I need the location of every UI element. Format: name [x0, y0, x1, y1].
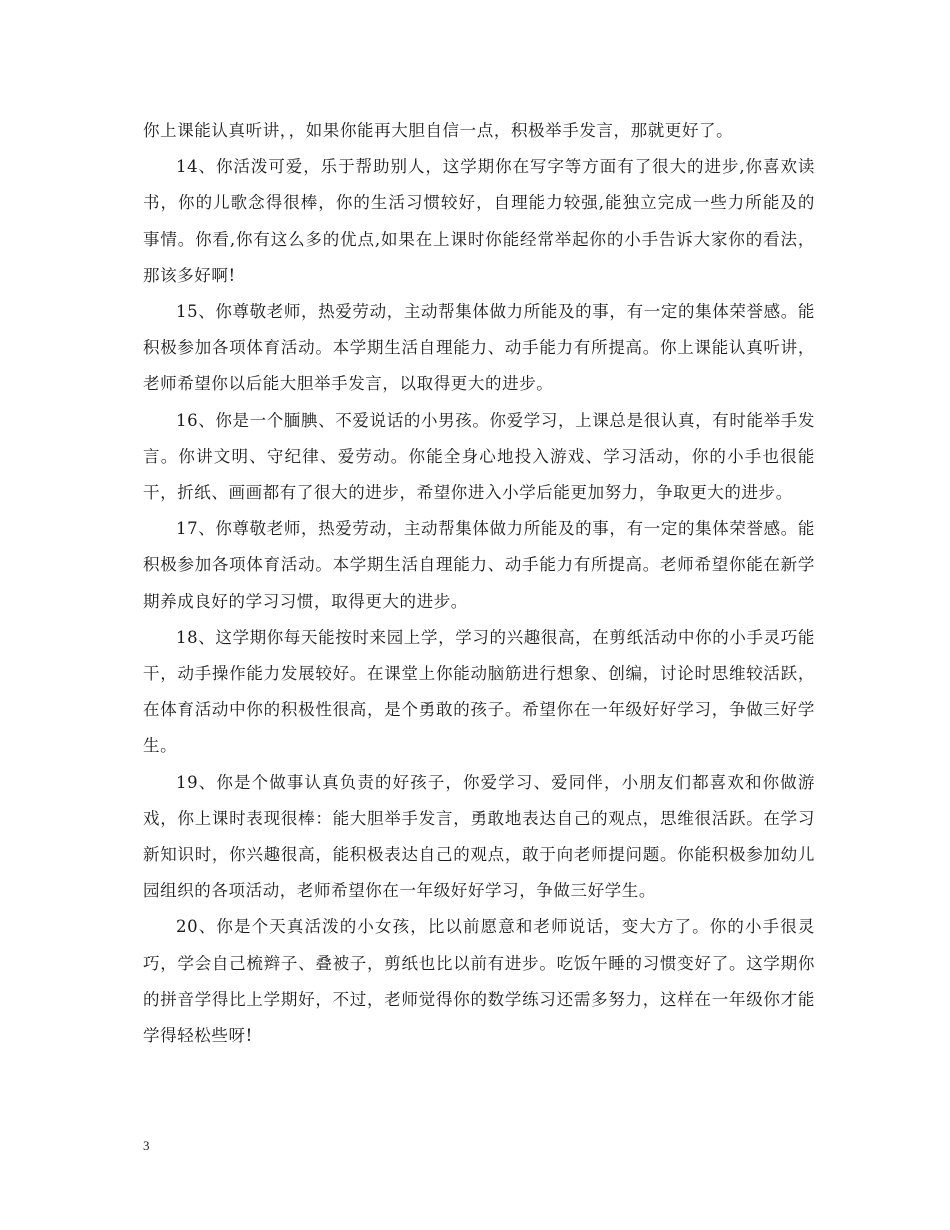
paragraph-14: 14、你活泼可爱，乐于帮助别人，这学期你在写字等方面有了很大的进步,你喜欢读书，你的儿歌念得很棒，你的生活习惯较好，自理能力较强,能独立完成一些力所能及的事情。你看,你有这么多的优点,如果在上课时你能经常举起你的小手告诉大家你的看法，那该多好啊!: [143, 157, 815, 285]
paragraph-18: 18、这学期你每天能按时来园上学，学习的兴趣很高，在剪纸活动中你的小手灵巧能干，动手操作能力发展较好。在课堂上你能动脑筋进行想象、创编，讨论时思维较活跃，在体育活动中你的积极性很高，是个勇敢的孩子。希望你在一年级好好学习，争做三好学生。: [143, 627, 815, 756]
paragraph-continuation: 你上课能认真听讲，，如果你能再大胆自信一点，积极举手发言，那就更好了。: [143, 121, 734, 140]
paragraph-16: 16、你是一个腼腆、不爱说话的小男孩。你爱学习，上课总是很认真，有时能举手发言。你讲文明、守纪律、爱劳动。你能全身心地投入游戏、学习活动，你的小手也很能干，折纸、画画都有了很大的进步，希望你进入小学后能更加努力，争取更大的进步。: [143, 410, 815, 503]
page-number: 3: [143, 1138, 150, 1153]
paragraph-19: 19、你是个做事认真负责的好孩子，你爱学习、爱同伴，小朋友们都喜欢和你做游戏，你上课时表现很棒：能大胆举手发言，勇敢地表达自己的观点，思维很活跃。在学习新知识时，你兴趣很高，能积极表达自己的观点，敢于向老师提问题。你能积极参加幼儿园组织的各项活动，老师希望你在一年级好好学习，争做三好学生。: [143, 772, 815, 901]
paragraph-17: 17、你尊敬老师，热爱劳动，主动帮集体做力所能及的事，有一定的集体荣誉感。能积极参加各项体育活动。本学期生活自理能力、动手能力有所提高。老师希望你能在新学期养成良好的学习习惯，取得更大的进步。: [143, 519, 815, 611]
document-body: [143, 113, 815, 1054]
paragraph-15: 15、你尊敬老师，热爱劳动，主动帮集体做力所能及的事，有一定的集体荣誉感。能积极参加各项体育活动。本学期生活自理能力、动手能力有所提高。你上课能认真听讲，老师希望你以后能大胆举手发言，以取得更大的进步。: [143, 302, 815, 394]
paragraph-20: 20、你是个天真活泼的小女孩，比以前愿意和老师说话，变大方了。你的小手很灵巧，学会自己梳辫子、叠被子，剪纸也比以前有进步。吃饭午睡的习惯变好了。这学期你的拼音学得比上学期好，不过，老师觉得你的数学练习还需多努力，这样在一年级你才能学得轻松些呀!: [143, 917, 815, 1046]
